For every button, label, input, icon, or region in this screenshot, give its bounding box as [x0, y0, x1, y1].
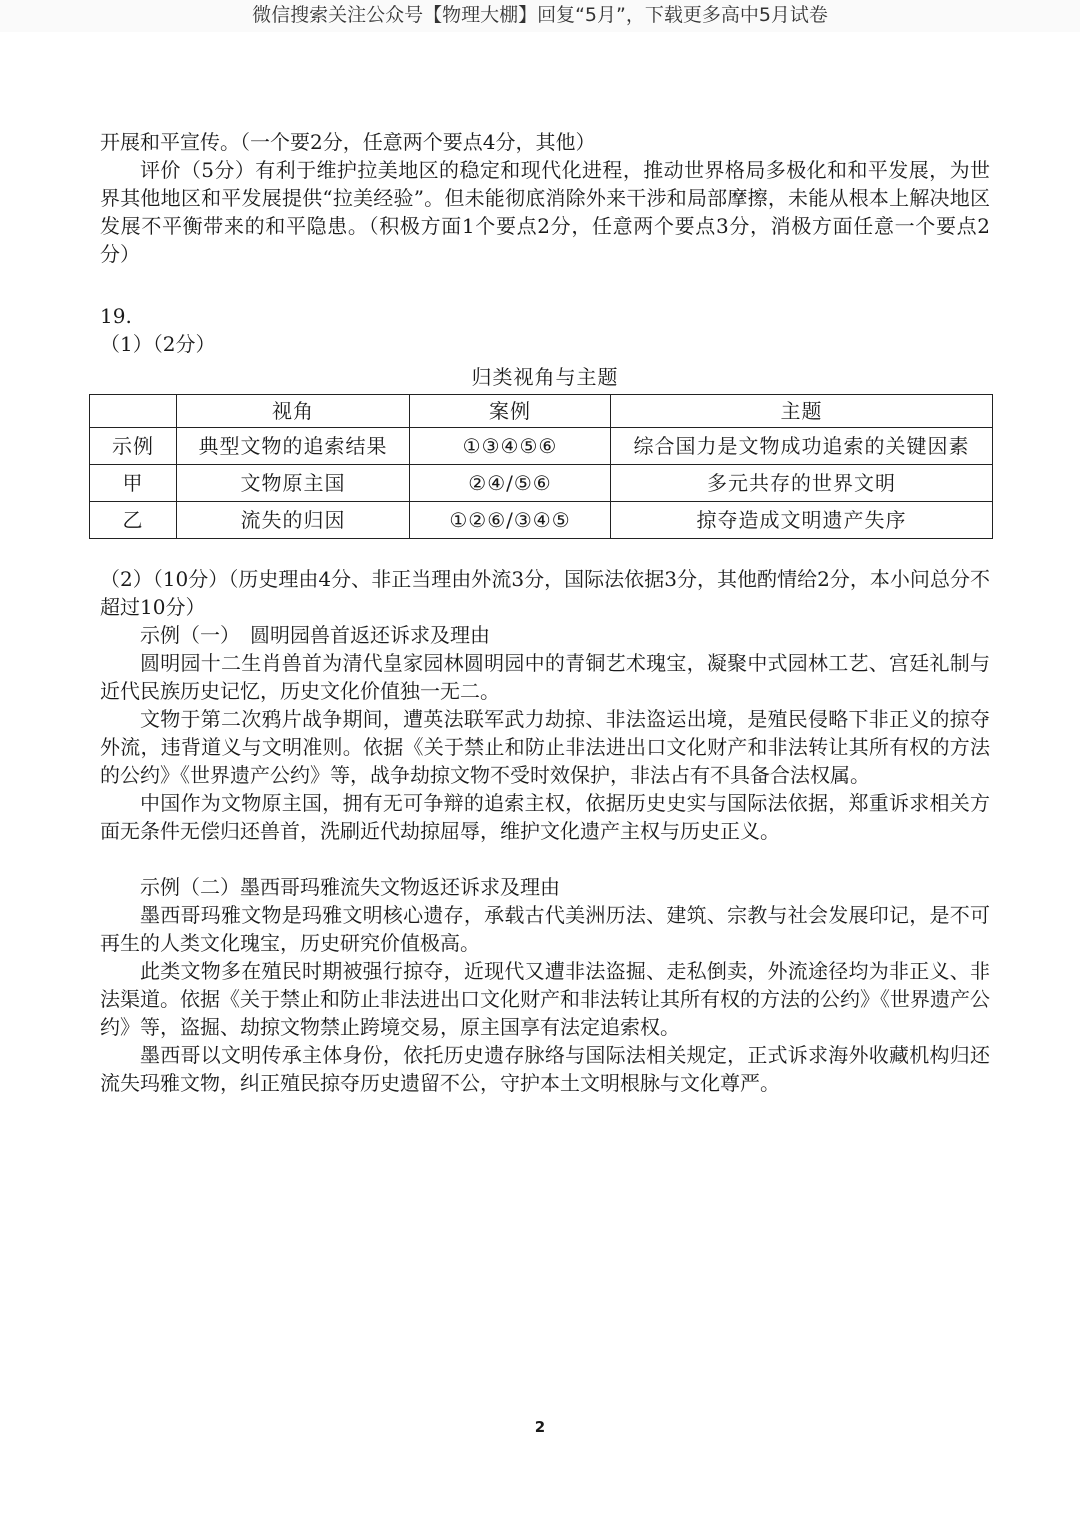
table-cell: 示例	[90, 428, 177, 465]
table-cell: ①②⑥/③④⑤	[410, 502, 611, 539]
example2-paragraph: 墨西哥玛雅文物是玛雅文明核心遗存，承载古代美洲历法、建筑、宗教与社会发展印记，是不可再生的人类文化瑰宝，历史研究价值极高。	[100, 903, 990, 955]
table-cell: ②④/⑤⑥	[410, 465, 611, 502]
table-header-row	[90, 395, 993, 428]
table-cell: 典型文物的追索结果	[177, 428, 410, 465]
classification-table	[89, 394, 993, 539]
intro-line: 开展和平宣传。（一个要2分，任意两个要点4分，其他）	[100, 130, 596, 154]
table-cell: 综合国力是文物成功追索的关键因素	[611, 428, 993, 465]
table-cell: 文物原主国	[177, 465, 410, 502]
document-body	[100, 128, 990, 1097]
table-row	[90, 428, 993, 465]
table-header-cell: 案例	[410, 395, 611, 428]
example2-paragraph: 此类文物多在殖民时期被强行掠夺，近现代又遭非法盗掘、走私倒卖，外流途径均为非正义、非法渠道。依据《关于禁止和防止非法进出口文化财产和非法转让其所有权的方法的公约》《世界遗产公约》等，盗掘、劫掠文物禁止跨境交易，原主国享有法定追索权。	[100, 959, 990, 1039]
page-number: 2	[534, 1418, 546, 1436]
header-banner: 微信搜索关注公众号【物理大棚】回复“5月”，下载更多高中5月试卷	[0, 0, 1080, 32]
table-header-cell: 视角	[177, 395, 410, 428]
table-row	[90, 502, 993, 539]
example1-paragraph: 文物于第二次鸦片战争期间，遭英法联军武力劫掠、非法盗运出境，是殖民侵略下非正义的掠夺外流，违背道义与文明准则。依据《关于禁止和防止非法进出口文化财产和非法转让其所有权的方法的公约》《世界遗产公约》等，战争劫掠文物不受时效保护，非法占有不具备合法权属。	[100, 707, 990, 787]
evaluation-paragraph: 评价（5分）有利于维护拉美地区的稳定和现代化进程，推动世界格局多极化和和平发展，为世界其他地区和平发展提供“拉美经验”。但未能彻底消除外来干涉和局部摩擦，未能从根本上解决地区发展不平衡带来的和平隐患。（积极方面1个要点2分，任意两个要点3分，消极方面任意一个要点2分）	[100, 158, 990, 266]
table-cell: 甲	[90, 465, 177, 502]
part1-label: （1）（2分）	[100, 332, 216, 356]
table-row	[90, 465, 993, 502]
table-cell: 乙	[90, 502, 177, 539]
question-number: 19.	[100, 304, 132, 328]
table-header-cell: 主题	[611, 395, 993, 428]
table-caption: 归类视角与主题	[471, 365, 619, 389]
example1-title: 示例（一） 圆明园兽首返还诉求及理由	[140, 623, 490, 647]
table-header-cell	[90, 395, 177, 428]
part2-intro: （2）（10分）（历史理由4分、非正当理由外流3分，国际法依据3分，其他酌情给2分，本小问总分不超过10分）	[100, 567, 990, 619]
example1-paragraph: 圆明园十二生肖兽首为清代皇家园林圆明园中的青铜艺术瑰宝，凝聚中式园林工艺、宫廷礼制与近代民族历史记忆，历史文化价值独一无二。	[100, 651, 990, 703]
example1-paragraph: 中国作为文物原主国，拥有无可争辩的追索主权，依据历史史实与国际法依据，郑重诉求相关方面无条件无偿归还兽首，洗刷近代劫掠屈辱，维护文化遗产主权与历史正义。	[100, 791, 990, 843]
table-cell: 流失的归因	[177, 502, 410, 539]
table-cell: 掠夺造成文明遗产失序	[611, 502, 993, 539]
table-cell: 多元共存的世界文明	[611, 465, 993, 502]
example2-paragraph: 墨西哥以文明传承主体身份，依托历史遗存脉络与国际法相关规定，正式诉求海外收藏机构归还流失玛雅文物，纠正殖民掠夺历史遗留不公，守护本土文明根脉与文化尊严。	[100, 1043, 990, 1095]
example2-title: 示例（二）墨西哥玛雅流失文物返还诉求及理由	[140, 875, 560, 899]
table-cell: ①③④⑤⑥	[410, 428, 611, 465]
